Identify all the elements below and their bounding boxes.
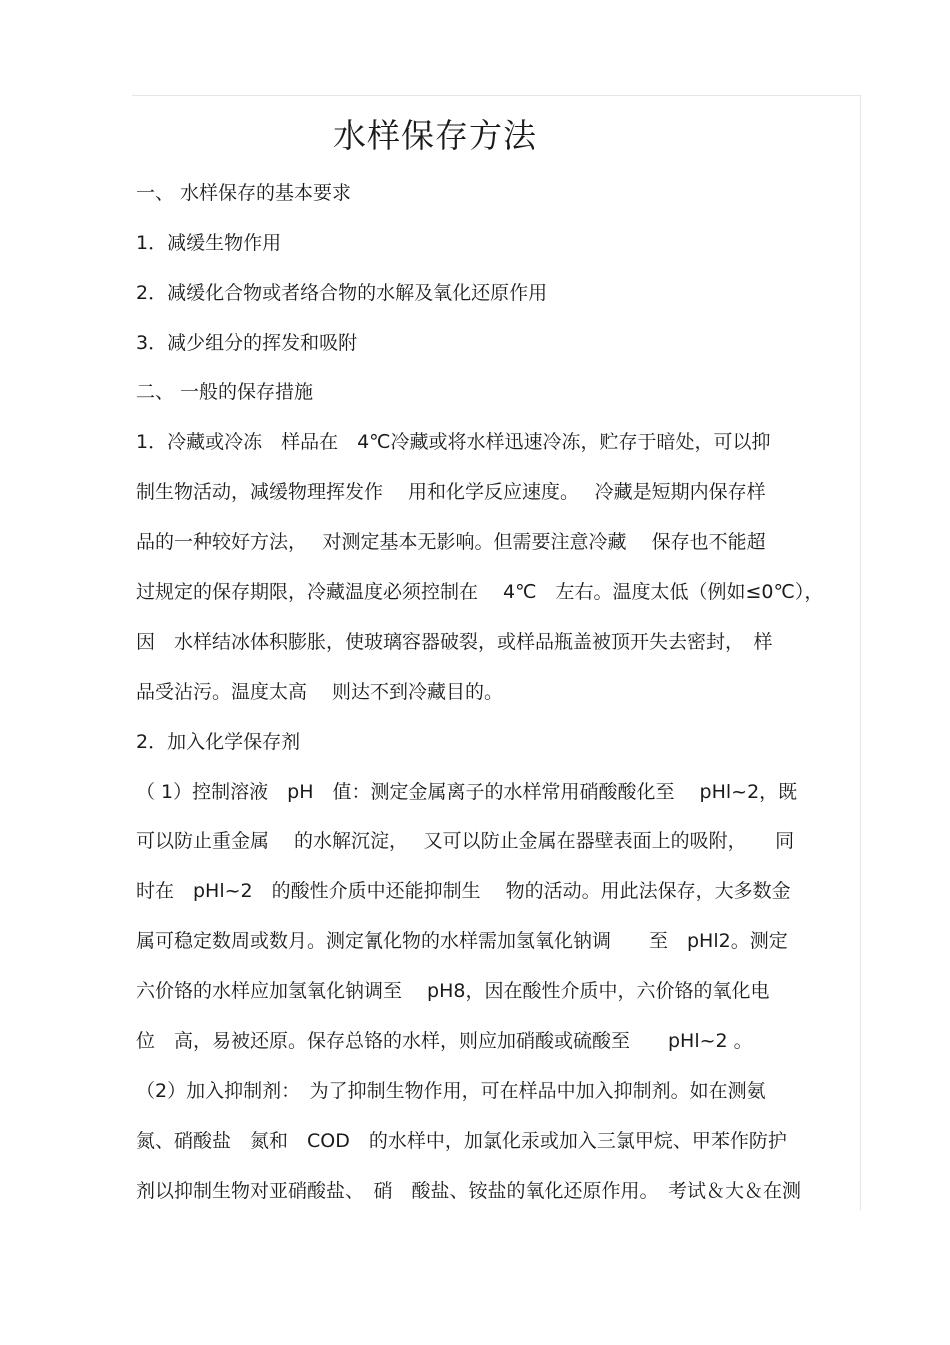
paragraph-line: 剂以抑制生物对亚硝酸盐、 硝 酸盐、铵盐的氧化还原作用。 考试＆大＆在测 xyxy=(136,1180,802,1202)
paragraph-line: 因 水样结冰体积膨胀，使玻璃容器破裂，或样品瓶盖被顶开失去密封， 样 xyxy=(136,631,773,653)
page-title: 水样保存方法 xyxy=(333,116,537,155)
section-heading-2: 二、 一般的保存措施 xyxy=(136,381,314,403)
list-item-3: 3．减少组分的挥发和吸附 xyxy=(136,332,358,354)
paragraph-line: （ 1）控制溶液 pH 值：测定金属离子的水样常用硝酸酸化至 pHl~2，既 xyxy=(136,781,798,803)
paragraph-line: 品受沾污。温度太高 则达不到冷藏目的。 xyxy=(136,681,504,703)
paragraph-line: 位 高，易被还原。保存总铬的水样，则应加硝酸或硫酸至 pHl~2 。 xyxy=(136,1030,753,1052)
paragraph-line: 1．冷藏或冷冻 样品在 4℃冷藏或将水样迅速冷冻，贮存于暗处，可以抑 xyxy=(136,431,771,453)
paragraph-line: 属可稳定数周或数月。测定氰化物的水样需加氢氧化钠调 至 pHl2。测定 xyxy=(136,930,788,952)
paragraph-line: 制生物活动，减缓物理挥发作 用和化学反应速度。 冷藏是短期内保存样 xyxy=(136,481,766,503)
paragraph-line: 品的一种较好方法， 对测定基本无影响。但需要注意冷藏 保存也不能超 xyxy=(136,531,766,553)
paragraph-line: 可以防止重金属 的水解沉淀， 又可以防止金属在器壁表面上的吸附， 同 xyxy=(136,830,795,852)
paragraph-line: 六价铬的水样应加氢氧化钠调至 pH8，因在酸性介质中，六价铬的氧化电 xyxy=(136,980,770,1002)
paragraph-line: 氮、硝酸盐 氮和 COD 的水样中，加氯化汞或加入三氯甲烷、甲苯作防护 xyxy=(136,1130,787,1152)
list-item-1: 1．减缓生物作用 xyxy=(136,232,282,254)
list-item-2: 2．减缓化合物或者络合物的水解及氧化还原作用 xyxy=(136,282,548,304)
section-heading-1: 一、 水样保存的基本要求 xyxy=(136,182,352,204)
subsection-heading: 2．加入化学保存剂 xyxy=(136,731,301,753)
paragraph-line: （2）加入抑制剂： 为了抑制生物作用，可在样品中加入抑制剂。如在测氨 xyxy=(136,1080,766,1102)
paragraph-line: 过规定的保存期限，冷藏温度必须控制在 4℃ 左右。温度太低（例如≤0℃）， xyxy=(136,581,824,603)
paragraph-line: 时在 pHl~2 的酸性介质中还能抑制生 物的活动。用此法保存，大多数金 xyxy=(136,880,791,902)
